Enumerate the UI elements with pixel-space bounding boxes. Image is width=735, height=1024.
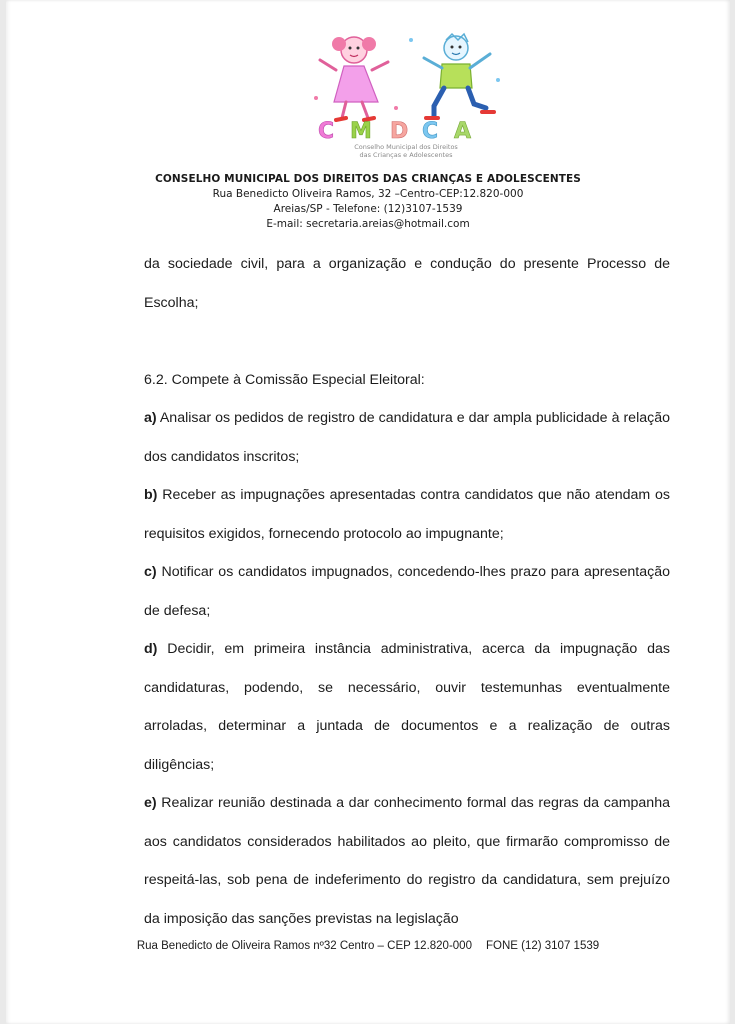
list-item [144, 399, 670, 476]
organization-name: CONSELHO MUNICIPAL DOS DIREITOS DAS CRIANÇAS E ADOLESCENTES [155, 173, 581, 185]
item-letter: b) [144, 487, 158, 503]
logo-subtitle-line2: das Crianças e Adolescentes [359, 151, 453, 159]
item-text: Notificar os candidatos impugnados, concedendo-lhes prazo para apresentação de defesa; [144, 564, 670, 619]
header-city-phone: Areias/SP - Telefone: (12)3107-1539 [273, 203, 463, 215]
item-text: Receber as impugnações apresentadas contra candidatos que não atendam os requisitos exigidos, fornecendo protocolo ao impugnante; [144, 487, 670, 542]
list-item [144, 784, 670, 938]
item-letter: a) [144, 410, 157, 426]
item-text: Realizar reunião destinada a dar conhecimento formal das regras da campanha aos candidatos considerados habilitados ao pleito, que firmarão compromisso de respeitá-las, sob pena de indeferimento do registro da candidatura, sem prejuízo da imposição das sanções previstas na legislação [144, 795, 670, 927]
intro-paragraph: da sociedade civil, para a organização e condução do presente Processo de Escolha; [144, 256, 670, 311]
list-item [144, 553, 670, 630]
list-item [144, 630, 670, 784]
section-title: Compete à Comissão Especial Eleitoral: [171, 371, 425, 388]
boy-drawing-icon [424, 34, 494, 118]
letterhead [6, 172, 730, 232]
item-letter: d) [144, 641, 158, 657]
paragraph-spacer [144, 322, 670, 361]
item-text: Decidir, em primeira instância administrativa, acerca da impugnação das candidaturas, podendo, se necessário, ouvir testemunhas eventualmente arroladas, determinar a juntada de documentos e a realização de outras diligências; [144, 641, 670, 773]
item-text: Analisar os pedidos de registro de candidatura e dar ampla publicidade à relação dos candidatos inscritos; [144, 410, 670, 465]
item-letter: e) [144, 795, 157, 811]
logo-letter-m: M [350, 119, 372, 144]
girl-drawing-icon [320, 37, 388, 120]
list-item [144, 476, 670, 553]
footer-phone: FONE (12) 3107 1539 [485, 940, 600, 952]
cmdca-logo [306, 28, 506, 168]
cmdca-acronym [318, 119, 471, 144]
logo-letter-c2: C [422, 119, 439, 144]
section-heading [144, 361, 670, 400]
header-address: Rua Benedicto Oliveira Ramos, 32 –Centro-CEP:12.820-000 [212, 188, 524, 200]
footer-address: Rua Benedicto de Oliveira Ramos nº32 Centro – CEP 12.820-000 [136, 940, 472, 952]
item-letter: c) [144, 564, 157, 580]
page-footer [6, 940, 730, 952]
document-body [144, 245, 670, 938]
logo-letter-a: A [454, 119, 472, 144]
logo-subtitle-line1: Conselho Municipal dos Direitos [354, 143, 458, 151]
document-page [6, 0, 730, 1024]
logo-letter-c: C [318, 119, 335, 144]
logo-letter-d: D [390, 119, 409, 144]
header-email: E-mail: secretaria.areias@hotmail.com [266, 218, 470, 230]
section-number: 6.2. [144, 371, 168, 388]
